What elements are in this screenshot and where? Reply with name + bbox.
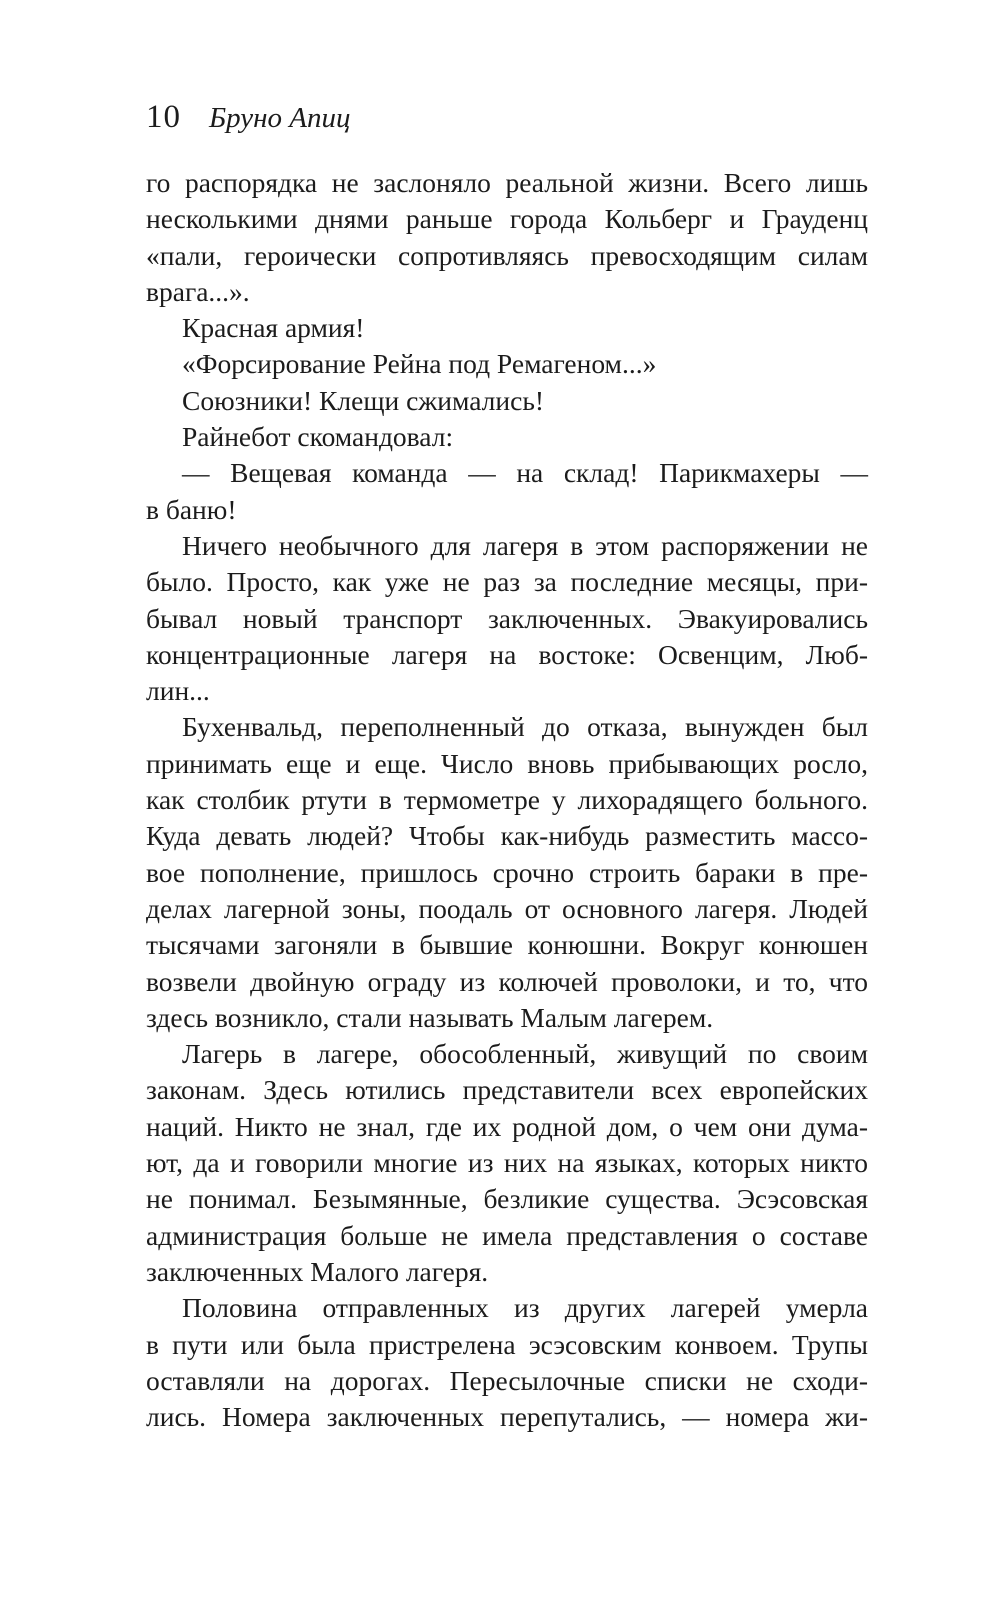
text-line: «пали, героически сопротивляясь превосходящим силам — [146, 239, 868, 271]
text-line: тысячами загоняли в бывшие конюшни. Вокруг конюшен — [146, 929, 868, 961]
page-header — [146, 101, 350, 134]
text-line: Красная армия! — [182, 312, 365, 344]
text-line: было. Просто, как уже не раз за последние месяцы, при- — [146, 566, 868, 598]
text-line: несколькими днями раньше города Кольберг и Грауденц — [146, 203, 868, 235]
body-text — [146, 165, 868, 1435]
text-line: Союзники! Клещи сжимались! — [182, 384, 545, 416]
text-line: заключенных Малого лагеря. — [146, 1255, 489, 1287]
page-number: 10 — [146, 99, 181, 135]
text-line: ют, да и говорили многие из них на языках, которых никто — [146, 1147, 868, 1179]
text-line: Лагерь в лагере, обособленный, живущий по своим — [182, 1038, 868, 1070]
text-line: вое пополнение, пришлось срочно строить бараки в пре- — [146, 856, 868, 888]
text-line: го распорядка не заслоняло реальной жизни. Всего лишь — [146, 167, 868, 198]
text-line: Половина отправленных из других лагерей умерла — [182, 1292, 868, 1324]
text-line: «Форсирование Рейна под Ремагеном...» — [182, 348, 657, 380]
text-line: как столбик ртути в термометре у лихорадящего больного. — [146, 784, 868, 816]
text-line: здесь возникло, стали называть Малым лагерем. — [146, 1001, 714, 1033]
text-line: законам. Здесь ютились представители всех европейских — [146, 1074, 868, 1106]
text-line: Райнебот скомандовал: — [182, 421, 454, 453]
text-line: лись. Номера заключенных перепутались, — номера жи- — [146, 1401, 868, 1433]
text-line: — Вещевая команда — на склад! Парикмахеры — — [182, 457, 868, 489]
text-line: в баню! — [146, 493, 237, 525]
text-line: лин... — [146, 675, 210, 707]
text-line: наций. Никто не знал, где их родной дом, о чем они дума- — [146, 1110, 868, 1142]
text-line: администрация больше не имела представления о составе — [146, 1219, 868, 1251]
text-line: оставляли на дорогах. Пересылочные списки не сходи- — [146, 1364, 868, 1396]
text-line: в пути или была пристрелена эсэсовским конвоем. Трупы — [146, 1328, 868, 1360]
running-head: Бруно Апиц — [209, 102, 351, 134]
text-line: врага...». — [146, 275, 250, 307]
text-line: возвели двойную ограду из колючей проволоки, и то, что — [146, 965, 868, 997]
text-line: не понимал. Безымянные, безликие существа. Эсэсовская — [146, 1183, 868, 1215]
text-line: Бухенвальд, переполненный до отказа, вынужден был — [182, 711, 868, 743]
text-line: делах лагерной зоны, поодаль от основного лагеря. Людей — [146, 892, 868, 924]
text-line: принимать еще и еще. Число вновь прибывающих росло, — [146, 747, 868, 779]
text-line: бывал новый транспорт заключенных. Эвакуировались — [146, 602, 868, 634]
text-line: концентрационные лагеря на востоке: Освенцим, Люб- — [146, 638, 868, 670]
text-line: Куда девать людей? Чтобы как-нибудь разместить массо- — [146, 820, 868, 852]
text-line: Ничего необычного для лагеря в этом распоряжении не — [182, 529, 868, 561]
